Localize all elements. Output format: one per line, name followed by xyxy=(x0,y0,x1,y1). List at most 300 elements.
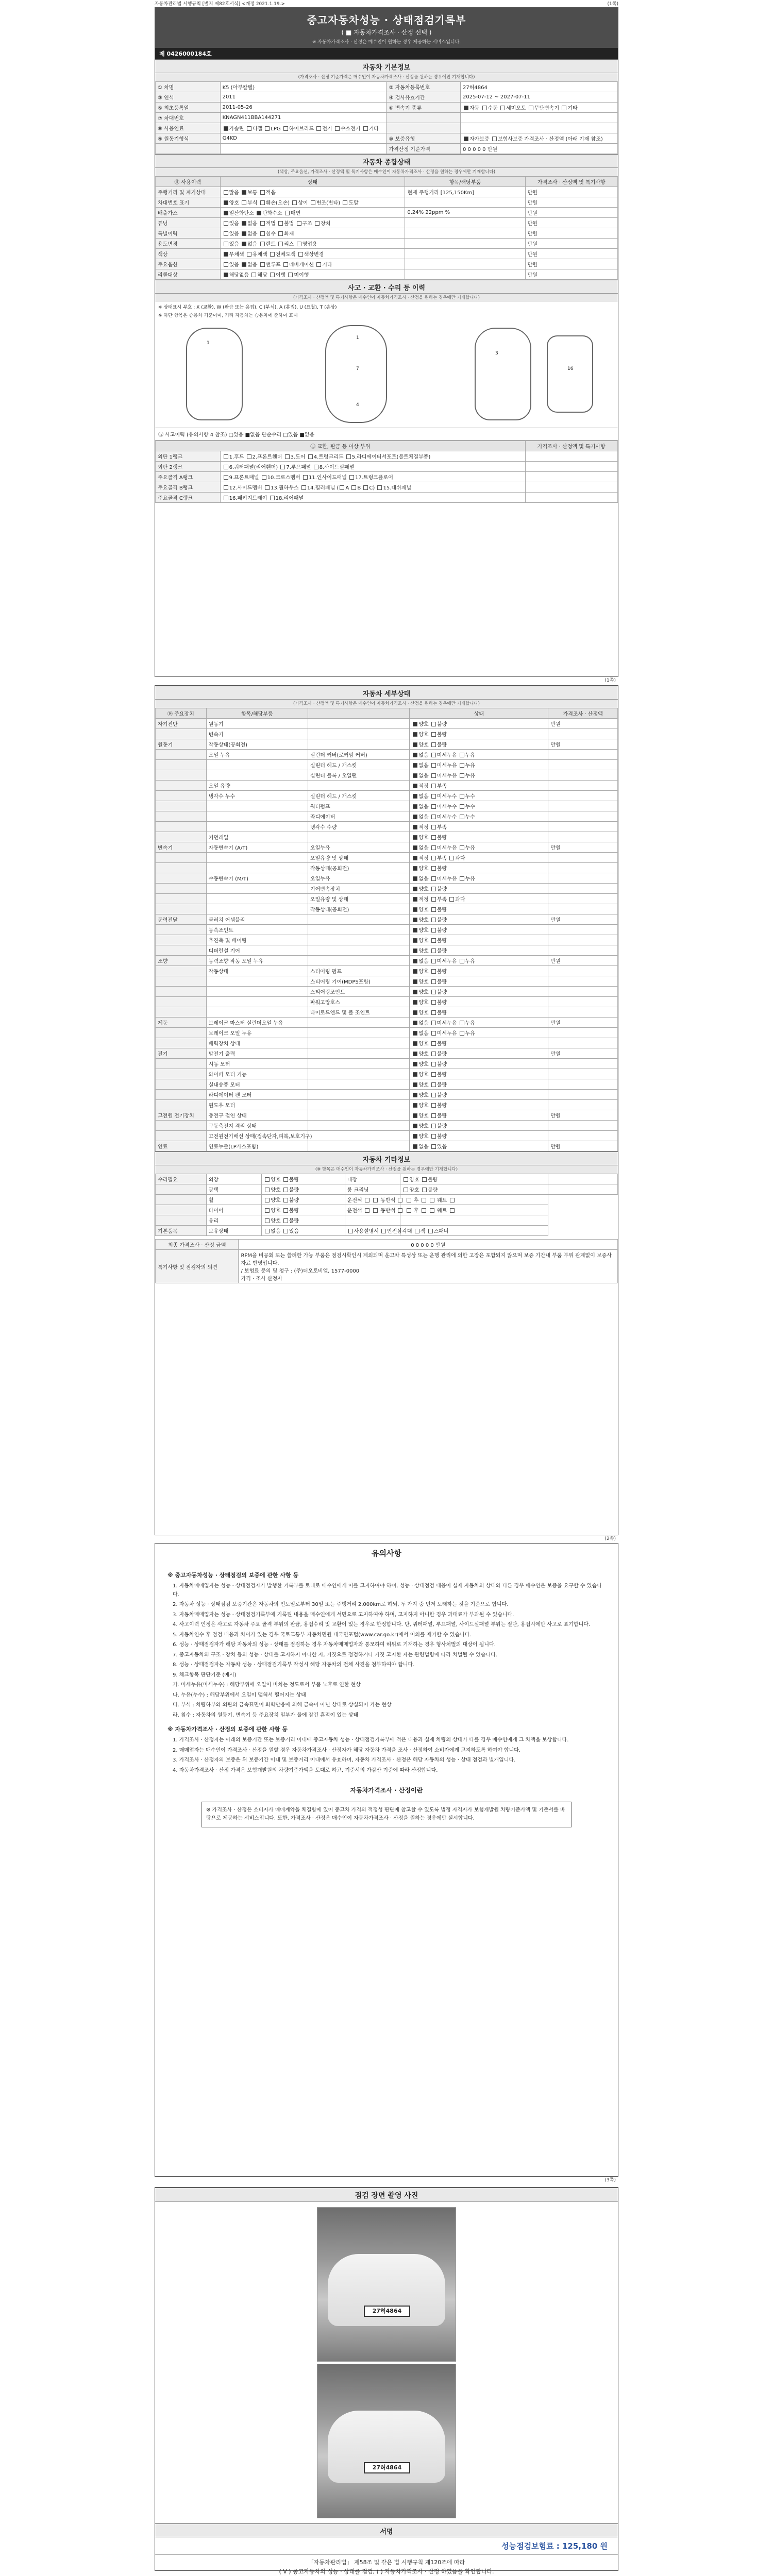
table-cell xyxy=(548,1121,618,1131)
table-row xyxy=(156,187,618,197)
table-cell xyxy=(156,894,207,904)
table-cell xyxy=(206,811,308,822)
table-cell: 만원 xyxy=(548,1110,618,1121)
checkbox-empty-icon xyxy=(265,1218,270,1223)
table-cell xyxy=(548,750,618,760)
table-cell xyxy=(156,904,207,914)
table-cell xyxy=(206,904,308,914)
table-cell xyxy=(548,791,618,801)
checkbox-empty-icon xyxy=(315,221,320,226)
table-cell: ⑧ 사용연료 xyxy=(156,123,221,133)
page-3-footer: (3쪽) xyxy=(604,2178,616,2183)
checkbox-checked-icon xyxy=(224,200,228,205)
checkbox-empty-icon xyxy=(224,262,228,267)
table-row xyxy=(156,239,618,249)
checkbox-empty-icon xyxy=(430,1208,434,1213)
accident-legend-2: ※ 하단 항목은 승용차 기준이며, 기타 자동차는 승용차에 준하여 표시 xyxy=(158,313,298,318)
table-cell: 양호 불량 xyxy=(410,976,548,987)
table-row xyxy=(156,822,618,832)
document-subtitle: ( ■ 자동차가격조사 · 산정 선택 ) xyxy=(341,29,432,36)
table-cell: 상태 xyxy=(220,177,405,187)
table-cell: 없음 미세누유 누유 xyxy=(410,1018,548,1028)
table-cell: 만원 xyxy=(525,239,617,249)
checkbox-empty-icon xyxy=(431,907,436,912)
checkbox-empty-icon xyxy=(407,1198,411,1202)
table-row xyxy=(156,1205,618,1215)
checkbox-empty-icon xyxy=(431,1103,436,1108)
checkbox-empty-icon xyxy=(460,1021,464,1025)
notes-heading-1: ※ 중고자동차성능 · 상태점검의 보증에 관한 사항 등 xyxy=(167,1572,299,1579)
checkbox-empty-icon xyxy=(251,273,256,277)
table-cell: 양호 불량 xyxy=(262,1205,345,1215)
table-cell: 외장 xyxy=(206,1174,262,1184)
table-row xyxy=(156,1079,618,1090)
other-info-sub: (※ 항목은 매수인이 자동차가격조사 · 산정을 원하는 경우에만 기재합니다) xyxy=(155,1165,618,1174)
table-cell: 16.패키지트레이 18.리어패널 xyxy=(220,493,525,503)
table-cell xyxy=(156,1069,207,1079)
legal-basis: 「자동차관리법」 제58조 및 같은 법 시행규칙 제120조에 따라 xyxy=(308,2559,465,2566)
table-cell xyxy=(156,1028,207,1038)
table-cell: 자가보증 보험사보증 가격조사 · 산정액 (아래 기재 참조) xyxy=(461,133,618,144)
checkbox-empty-icon xyxy=(431,845,436,850)
checkbox-empty-icon xyxy=(335,126,340,131)
car-outline-right xyxy=(475,328,531,420)
table-cell xyxy=(308,1048,409,1059)
table-row xyxy=(156,853,618,863)
accident-history: ⑫ 사고이력 (유의사항 4 참조) □있음 ■없음 단순수리 □있음 ■없음 xyxy=(155,428,618,440)
detail-status-sub: (가격조사 · 산정액 및 특기사항은 매수인이 자동차가격조사 · 산정을 원하는 경우에만 기재합니다) xyxy=(155,700,618,708)
table-cell xyxy=(405,197,525,208)
table-cell: 변속기 xyxy=(156,842,207,853)
table-cell: 만원 xyxy=(548,1048,618,1059)
table-cell: 만원 xyxy=(548,1141,618,1151)
table-row xyxy=(156,1174,618,1184)
checkbox-empty-icon xyxy=(422,1198,426,1202)
table-cell: 실린더 블록 / 오일팬 xyxy=(308,770,409,781)
table-cell xyxy=(156,1059,207,1069)
table-cell: 냉각수 수량 xyxy=(308,822,409,832)
checkbox-empty-icon xyxy=(365,1198,369,1202)
table-cell: 양호 불량 xyxy=(262,1195,345,1205)
table-row xyxy=(156,133,618,144)
page-3 xyxy=(155,1543,618,2183)
table-cell xyxy=(206,801,308,811)
table-cell: 작동상태 xyxy=(206,966,308,976)
checkbox-empty-icon xyxy=(398,1198,402,1202)
table-cell: 2025-07-12 ~ 2027-07-11 xyxy=(461,92,618,103)
table-cell: 양호 불량 xyxy=(410,1110,548,1121)
checkbox-empty-icon xyxy=(283,1188,288,1192)
table-cell: 상태 xyxy=(410,708,548,719)
table-cell: 만원 xyxy=(525,208,617,218)
table-cell: 있음 없음 썬루프 네비게이션 기타 xyxy=(220,259,405,269)
page-indicator: (1쪽) xyxy=(607,2,618,7)
table-cell: 적정 부족 xyxy=(410,822,548,832)
table-cell xyxy=(548,801,618,811)
table-cell xyxy=(525,462,617,472)
table-cell xyxy=(548,781,618,791)
checkbox-empty-icon xyxy=(260,262,265,267)
table-cell xyxy=(206,987,308,997)
checkbox-empty-icon xyxy=(288,273,293,277)
checkbox-checked-icon xyxy=(413,1010,417,1015)
table-cell: 만원 xyxy=(525,218,617,228)
table-cell xyxy=(548,863,618,873)
checkbox-empty-icon xyxy=(460,763,464,768)
table-cell: 없음 미세누유 누유 xyxy=(410,1028,548,1038)
checkbox-checked-icon xyxy=(413,1113,417,1118)
table-cell: 변속기 xyxy=(206,729,308,739)
checkbox-checked-icon xyxy=(413,856,417,860)
table-cell: 연료 xyxy=(156,1141,207,1151)
table-cell: 커먼레일 xyxy=(206,832,308,842)
table-cell: 오일유량 및 상태 xyxy=(308,853,409,863)
checkbox-checked-icon xyxy=(413,918,417,922)
part-number: 16 xyxy=(567,366,574,371)
table-cell: 튜닝 xyxy=(156,218,221,228)
checkbox-checked-icon xyxy=(224,126,228,131)
checkbox-empty-icon xyxy=(340,485,344,490)
checkbox-empty-icon xyxy=(381,1229,386,1233)
basic-info-table xyxy=(155,81,618,154)
table-cell: 6.쿼터패널(리어휀더) 7.루프패널 8.사이드실패널 xyxy=(220,462,525,472)
checkbox-empty-icon xyxy=(431,979,436,984)
table-row xyxy=(156,462,618,472)
checkbox-empty-icon xyxy=(278,221,283,226)
table-cell xyxy=(405,218,525,228)
inspection-photo-front xyxy=(317,2207,456,2362)
table-cell: 특별이력 xyxy=(156,228,221,239)
table-cell: 외판 2랭크 xyxy=(156,462,221,472)
table-cell xyxy=(400,1215,548,1226)
table-row xyxy=(156,904,618,914)
table-row xyxy=(156,884,618,894)
table-cell xyxy=(548,811,618,822)
table-cell: 없음 미세누유 누유 xyxy=(410,750,548,760)
table-cell: 충전구 절연 상태 xyxy=(206,1110,308,1121)
table-cell: 0 0 0 0 0 만원 xyxy=(461,144,618,154)
table-cell: 수동변속기 (M/T) xyxy=(206,873,308,884)
checkbox-empty-icon xyxy=(431,990,436,994)
table-cell xyxy=(405,228,525,239)
table-cell xyxy=(308,1069,409,1079)
table-row xyxy=(156,228,618,239)
checkbox-checked-icon xyxy=(413,1031,417,1036)
table-cell xyxy=(548,997,618,1007)
checkbox-empty-icon xyxy=(431,897,436,902)
table-cell: 실린더 헤드 / 개스킷 xyxy=(308,791,409,801)
table-cell: 워터펌프 xyxy=(308,801,409,811)
table-row xyxy=(156,791,618,801)
table-cell: 실내송풍 모터 xyxy=(206,1079,308,1090)
checkbox-empty-icon xyxy=(460,753,464,757)
table-cell xyxy=(308,1038,409,1048)
checkbox-empty-icon xyxy=(431,773,436,778)
checkbox-empty-icon xyxy=(365,1208,369,1213)
table-cell xyxy=(156,1195,207,1205)
checkbox-empty-icon xyxy=(460,1031,464,1036)
table-cell xyxy=(308,1018,409,1028)
table-cell: 작동상태(공회전) xyxy=(206,739,308,750)
table-cell: 양호 불량 xyxy=(410,904,548,914)
other-info-table xyxy=(155,1174,618,1236)
checkbox-checked-icon xyxy=(224,273,228,277)
checkbox-checked-icon xyxy=(413,825,417,829)
table-cell: 무채색 유채색 전체도색 색상변경 xyxy=(220,249,405,259)
table-cell: 없음 미세누유 누유 xyxy=(410,760,548,770)
table-cell: 기어변속장치 xyxy=(308,884,409,894)
table-cell: 만원 xyxy=(525,197,617,208)
table-cell: 양호 불량 xyxy=(410,1090,548,1100)
table-cell: 실린더 커버(로커암 커버) xyxy=(308,750,409,760)
checkbox-checked-icon xyxy=(413,876,417,881)
checkbox-checked-icon xyxy=(413,753,417,757)
table-cell: 라디에이터 xyxy=(308,811,409,822)
table-cell xyxy=(156,760,207,770)
table-row xyxy=(156,1131,618,1141)
table-cell: 양호 불량 xyxy=(410,925,548,935)
checkbox-empty-icon xyxy=(283,1198,288,1202)
checkbox-checked-icon xyxy=(413,1103,417,1108)
table-cell: 색상 xyxy=(156,249,221,259)
checkbox-empty-icon xyxy=(431,1031,436,1036)
table-row xyxy=(156,482,618,493)
table-cell: 고전원전기배선 상태(접속단자,피복,보호기구) xyxy=(206,1131,308,1141)
table-cell: 동력전달 xyxy=(156,914,207,925)
table-row xyxy=(156,92,618,103)
table-cell: 양호 불량 xyxy=(410,935,548,945)
table-cell: 사용설명서 안전삼각대 잭 스패너 xyxy=(345,1226,400,1236)
checkbox-empty-icon xyxy=(431,876,436,881)
table-cell xyxy=(156,801,207,811)
table-cell xyxy=(308,1110,409,1121)
table-cell: 없음 미세누수 누수 xyxy=(410,791,548,801)
detail-status-title: 자동차 세부상태 xyxy=(155,686,618,700)
table-row xyxy=(156,739,618,750)
table-cell xyxy=(156,832,207,842)
table-cell: 양호 불량 xyxy=(400,1174,548,1184)
table-cell xyxy=(308,945,409,956)
table-cell xyxy=(548,770,618,781)
table-cell xyxy=(405,269,525,280)
table-row xyxy=(156,1048,618,1059)
table-cell xyxy=(206,894,308,904)
table-cell: ③ 연식 xyxy=(156,92,221,103)
checkbox-checked-icon xyxy=(242,242,246,246)
checkbox-empty-icon xyxy=(348,1229,353,1233)
table-cell: 양호 불량 xyxy=(410,739,548,750)
table-cell xyxy=(308,719,409,729)
table-cell xyxy=(548,1079,618,1090)
checkbox-empty-icon xyxy=(363,485,368,490)
table-cell: 주행거리 및 계기상태 xyxy=(156,187,221,197)
checkbox-empty-icon xyxy=(407,1208,411,1213)
table-cell xyxy=(548,945,618,956)
table-row xyxy=(156,1141,618,1151)
table-cell xyxy=(548,1100,618,1110)
note-item: 7. 중고자동차의 구조 · 장치 등의 성능 · 상태를 고지하지 아니한 자, 거짓으로 점검하거나 거짓 고지한 자는 관련법령에 따라 처벌될 수 있습니다. xyxy=(173,1652,497,1658)
table-cell xyxy=(548,1038,618,1048)
checkbox-checked-icon xyxy=(413,804,417,809)
table-cell: 만원 xyxy=(525,259,617,269)
page-4 xyxy=(155,2187,618,2575)
final-price-label: 최종 가격조사 · 산정 금액 xyxy=(156,1240,239,1250)
table-cell: 내장 xyxy=(345,1174,400,1184)
table-cell: 일산화탄소 탄화수소 매연 xyxy=(220,208,405,218)
checkbox-empty-icon xyxy=(431,1134,436,1139)
table-cell xyxy=(206,997,308,1007)
checkbox-empty-icon xyxy=(431,753,436,757)
table-cell: 만원 xyxy=(548,1018,618,1028)
table-cell xyxy=(548,1007,618,1018)
table-cell xyxy=(156,1184,207,1195)
checkbox-empty-icon xyxy=(242,200,246,205)
checkbox-empty-icon xyxy=(431,918,436,922)
table-cell: 라디에이터 팬 모터 xyxy=(206,1090,308,1100)
checkbox-empty-icon xyxy=(373,1198,378,1202)
table-cell: 추진축 및 베어링 xyxy=(206,935,308,945)
note-item: 3. 자동차매매업자는 성능 · 상태점검기록부에 기록된 내용을 매수인에게 서면으로 고지하여야 하며, 고지하지 아니한 경우 과태료가 부과될 수 있습니다. xyxy=(173,1612,514,1618)
checkbox-empty-icon xyxy=(260,231,265,236)
checkbox-empty-icon xyxy=(431,969,436,974)
table-cell: 오일누유 xyxy=(308,842,409,853)
checkbox-empty-icon xyxy=(260,221,265,226)
checkbox-checked-icon xyxy=(413,1021,417,1025)
table-row xyxy=(156,1018,618,1028)
table-cell xyxy=(548,1174,618,1184)
checkbox-empty-icon xyxy=(430,1198,434,1202)
table-cell xyxy=(206,976,308,987)
table-cell xyxy=(156,884,207,894)
part-number: 3 xyxy=(495,351,498,356)
page-1 xyxy=(155,7,618,683)
table-row xyxy=(156,770,618,781)
table-cell: 있음 없음 렌트 리스 영업용 xyxy=(220,239,405,249)
table-row xyxy=(156,781,618,791)
table-cell: 없음 미세누유 누유 xyxy=(410,956,548,966)
table-cell: 광택 xyxy=(206,1184,262,1195)
checkbox-empty-icon xyxy=(529,106,533,110)
insurance-fee: 성능점검보험료 : 125,180 원 xyxy=(501,2541,608,2551)
checkbox-checked-icon xyxy=(464,106,468,110)
table-cell: 냉각수 누수 xyxy=(206,791,308,801)
checkbox-empty-icon xyxy=(224,475,228,480)
table-cell xyxy=(308,1100,409,1110)
table-row xyxy=(156,832,618,842)
table-cell xyxy=(206,1007,308,1018)
checkbox-empty-icon xyxy=(431,1093,436,1097)
table-cell: KNAGN411BBA144271 xyxy=(220,113,386,123)
table-cell: 리콜대상 xyxy=(156,269,221,280)
accident-title: 사고 · 교환 · 수리 등 이력 xyxy=(155,280,618,294)
checkbox-empty-icon xyxy=(482,106,487,110)
table-cell xyxy=(156,1100,207,1110)
table-cell xyxy=(156,811,207,822)
table-cell xyxy=(548,1059,618,1069)
note-item: 4. 사고이력 인정은 사고로 자동차 주요 골격 부위의 판금, 용접수리 및 교환이 있는 경우로 한정합니다. 단, 쿼터패널, 루프패널, 사이드실패널 부위는 절단, 용접시에만 사고로 표기합니다. xyxy=(173,1622,591,1628)
table-cell xyxy=(548,966,618,976)
table-cell: 1.후드 2.프론트휀더 3.도어 4.트렁크리드 5.라디에이터서포트(볼트체결부품) xyxy=(220,451,525,462)
checkbox-empty-icon xyxy=(303,475,308,480)
table-cell: 가격산정 기준가격 xyxy=(386,144,461,154)
table-row xyxy=(156,976,618,987)
table-cell: 양호 불량 xyxy=(410,1121,548,1131)
table-cell: 양호 불량 xyxy=(410,884,548,894)
table-cell: 양호 불량 xyxy=(262,1184,345,1195)
car-damage-diagram xyxy=(155,320,618,428)
table-row xyxy=(156,1110,618,1121)
checkbox-empty-icon xyxy=(431,1041,436,1046)
photos-container xyxy=(155,2202,618,2523)
table-row xyxy=(156,103,618,113)
checkbox-empty-icon xyxy=(265,1188,270,1192)
table-cell xyxy=(308,1028,409,1038)
table-cell: 브레이크 오일 누유 xyxy=(206,1028,308,1038)
note-item: 4. 자동차가격조사 · 산정 가격은 보험개발원의 차량기준가액을 토대로 하고, 기준서의 가감산 기준에 따라 산정합니다. xyxy=(173,1767,438,1773)
checkbox-empty-icon xyxy=(262,475,266,480)
table-row xyxy=(156,1226,618,1236)
table-cell: 없음 미세누유 누유 xyxy=(410,842,548,853)
table-cell: 가격조사 · 산정액 및 특기사항 xyxy=(525,177,617,187)
checkbox-empty-icon xyxy=(373,1208,378,1213)
table-cell: ① 차명 xyxy=(156,82,221,92)
note-item: 6. 성능 · 상태점검자가 해당 자동차의 성능 · 상태를 점검하는 경우 자동차매매업자와 통모하여 허위로 기재하는 경우 형사처벌의 대상이 됩니다. xyxy=(173,1642,496,1648)
table-cell xyxy=(308,708,409,719)
table-cell: 만원 xyxy=(525,187,617,197)
table-row xyxy=(156,750,618,760)
checkbox-checked-icon xyxy=(413,959,417,963)
table-cell: 오일 유량 xyxy=(206,781,308,791)
car-frame-outline xyxy=(547,335,593,413)
table-cell: 오일유량 및 상태 xyxy=(308,894,409,904)
table-cell xyxy=(156,966,207,976)
table-cell xyxy=(548,1069,618,1079)
table-cell xyxy=(156,1131,207,1141)
checkbox-empty-icon xyxy=(460,804,464,809)
checkbox-empty-icon xyxy=(270,496,275,500)
checkbox-empty-icon xyxy=(492,137,497,141)
table-cell: 만원 xyxy=(548,914,618,925)
table-cell: 스티어링 펌프 xyxy=(308,966,409,976)
part-number: 4 xyxy=(356,402,359,408)
final-price-table xyxy=(155,1239,618,1283)
table-cell xyxy=(156,853,207,863)
checkbox-empty-icon xyxy=(351,485,356,490)
checkbox-empty-icon xyxy=(316,262,321,267)
table-cell xyxy=(548,904,618,914)
table-row xyxy=(156,966,618,976)
table-cell xyxy=(308,1131,409,1141)
checkbox-empty-icon xyxy=(292,200,297,205)
table-cell: 연료누출(LP가스포함) xyxy=(206,1141,308,1151)
table-cell: 스티어링 기어(MDPS포함) xyxy=(308,976,409,987)
table-row xyxy=(156,1215,618,1226)
table-row xyxy=(156,1195,618,1205)
checkbox-empty-icon xyxy=(431,804,436,809)
checkbox-empty-icon xyxy=(450,1198,455,1202)
table-cell: 양호 불량 xyxy=(410,1069,548,1079)
table-cell xyxy=(548,822,618,832)
table-cell: 없음 미세누유 누유 xyxy=(410,770,548,781)
table-cell xyxy=(525,472,617,482)
checkbox-empty-icon xyxy=(265,1208,270,1213)
table-cell: 있음 없음 침수 화재 xyxy=(220,228,405,239)
checkbox-empty-icon xyxy=(431,1124,436,1128)
table-cell xyxy=(525,451,617,462)
table-cell xyxy=(548,1090,618,1100)
table-row xyxy=(156,493,618,503)
checkbox-empty-icon xyxy=(278,242,283,246)
